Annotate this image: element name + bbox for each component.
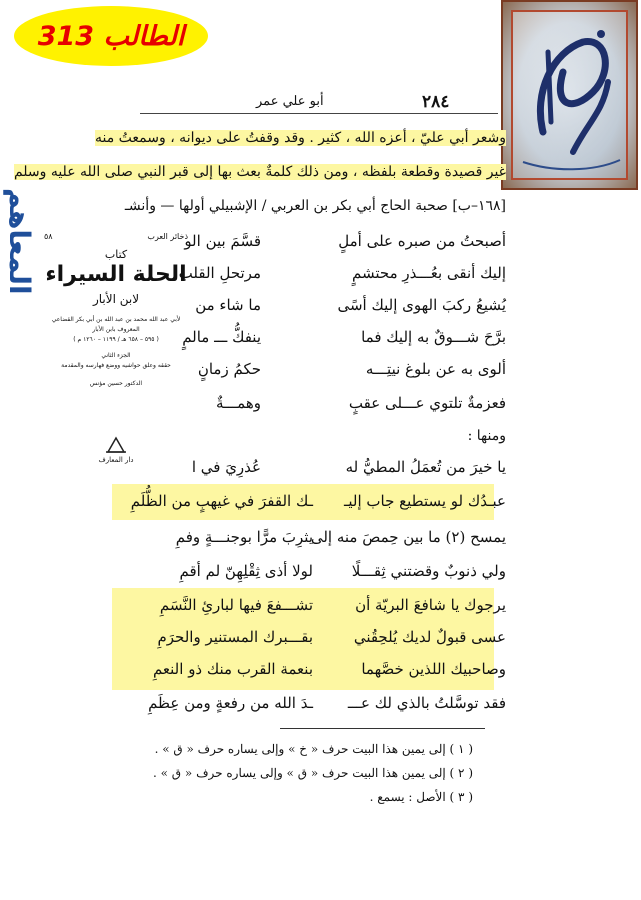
calligraphy-image <box>501 0 638 190</box>
verse-right: فعزمةٌ تلتوي عـــلى عقبٍ <box>348 394 506 412</box>
student-badge <box>14 6 208 66</box>
cover-title: الحلة السيراء <box>45 262 187 287</box>
verse-left: بنعمة القرب منك ذو النعمِ <box>152 660 313 678</box>
verse-right: وصاحبيك اللذين خصَّهما <box>361 660 506 678</box>
verse-right: ولي ذنوبٌ وقضتني ثِقـــلًا <box>351 562 506 580</box>
cover-line: الدكتور حسين مؤنس <box>89 380 143 387</box>
book-cover <box>36 230 196 488</box>
paragraph-text: وشعر أبي عليّ ، أعزه الله ، كثير . وقد وقفتُ على ديوانه ، وسمعتُ منه <box>95 130 506 146</box>
verse-left: ينفكُّ ـــ مالمٍ <box>182 328 261 346</box>
header-rule <box>140 113 498 114</box>
footnote: ( ١ ) إلى يمين هذا البيت حرف « خ » وإلى يساره حرف « ق » . <box>154 742 473 756</box>
calligraphy-art-icon <box>513 12 630 182</box>
cover-line: المعروف بابن الأبار <box>92 326 140 333</box>
verse-right: يُشيعُ ركبَ الهوى إليك أسًى <box>337 296 506 314</box>
verse-right: يا خيرَ من تُعمَلُ المطيُّ له <box>345 458 506 476</box>
verse-left: عُذرِيَ في ا <box>191 458 261 476</box>
running-title: أبو علي عمر <box>256 94 324 109</box>
verse-right: فقد توسَّلتُ بالذي لك عـــ <box>347 694 506 712</box>
verse-left: لولا أذى ثِقْلِهِنّ لم أقمِ <box>179 562 313 580</box>
verse-right: يمسح (٢) ما بين حِمصَ منه إلى <box>310 528 506 546</box>
verse-right: يرجوك يا شافعَ البريّة أن <box>355 596 506 614</box>
cover-author: لابن الأبار <box>92 292 140 306</box>
verse-left: ـدَ الله من رفعةٍ ومن عِظَمِ <box>148 694 313 712</box>
verse-left: حكمُ زمانٍ <box>197 360 261 378</box>
cover-series-number: ٥٨ <box>44 232 53 241</box>
verse-left: قسَّمَ بين الو <box>184 232 261 250</box>
paragraph-line: [١٦٨–ب] صحبة الحاج أبي بكر بن العربي / الإشبيلي أولها — وأنشـ <box>124 198 506 214</box>
section-intro: ومنها : <box>467 428 506 444</box>
calligraphy-frame <box>511 10 628 180</box>
verse-right: ألوى به عن بلوغ نيتِـــه <box>365 360 506 378</box>
verse-right: أصبحتُ من صبره على أملٍ <box>338 232 506 250</box>
cover-line: حققه وعلق حواشيه ووضع فهارسه والمقدمة <box>61 362 171 369</box>
verse-left: تشـــفعَ فيها لبارئِ النَّسَمِ <box>159 596 313 614</box>
paragraph-line <box>14 164 506 180</box>
footnote-rule <box>280 728 485 729</box>
footnote: ( ٢ ) إلى يمين هذا البيت حرف « ق » وإلى يساره حرف « ق » . <box>153 766 473 780</box>
page-number: ٢٨٤ <box>422 92 450 112</box>
verse-left: بقـــبرك المستنير والحرَمِ <box>157 628 313 646</box>
verse-left: وهمـــةٌ <box>215 394 261 412</box>
cover-line: ( ٥٩٥ – ٦٥٨ هـ / ١١٩٩ – ١٢٦٠ م ) <box>73 336 159 343</box>
site-logo <box>0 188 36 295</box>
verse-left: ما شاء من <box>195 296 261 314</box>
verse-right: برَّحَ شـــوقٌ به إليك فما <box>361 328 506 346</box>
publisher-logo-icon <box>104 436 128 454</box>
cover-series-name: ذخائر العرب <box>147 232 188 241</box>
logo-text: المعاهم <box>3 188 36 295</box>
verse-left: ـك القفرَ في غيهبٍ من الظُّلَمِ <box>130 492 313 510</box>
footnote: ( ٣ ) الأصل : يسمع . <box>369 790 473 804</box>
verse-left: يثرِبَ مرًّا بوجنـــةٍ وفمِ <box>175 528 313 546</box>
verse-right: إليك أنقى بعُـــذرِ محتشمٍ <box>352 264 506 282</box>
paragraph-line <box>95 130 506 146</box>
cover-series <box>36 232 196 241</box>
cover-line: الجزء الثاني <box>101 352 131 359</box>
cover-publisher: دار المعارف <box>98 456 134 464</box>
cover-kitab: كتاب <box>104 248 128 261</box>
cover-line: لأبي عبد الله محمد بن عبد الله بن أبي بكر القضاعي <box>51 316 181 323</box>
verse-right: عسى قبولٌ لديك يُلحِقُني <box>353 628 506 646</box>
verse-right: عبـدُك لو يستطيع جاب إليـ <box>343 492 506 510</box>
verse-left: مرتحلِ القلب <box>178 264 261 282</box>
badge-text: الطالب 313 <box>37 20 185 52</box>
paragraph-text: غير قصيدة وقطعة بلفظه ، ومن ذلك كلمةٌ بعث بها إلى قبر النبي صلى الله عليه وسلم <box>13 164 506 180</box>
